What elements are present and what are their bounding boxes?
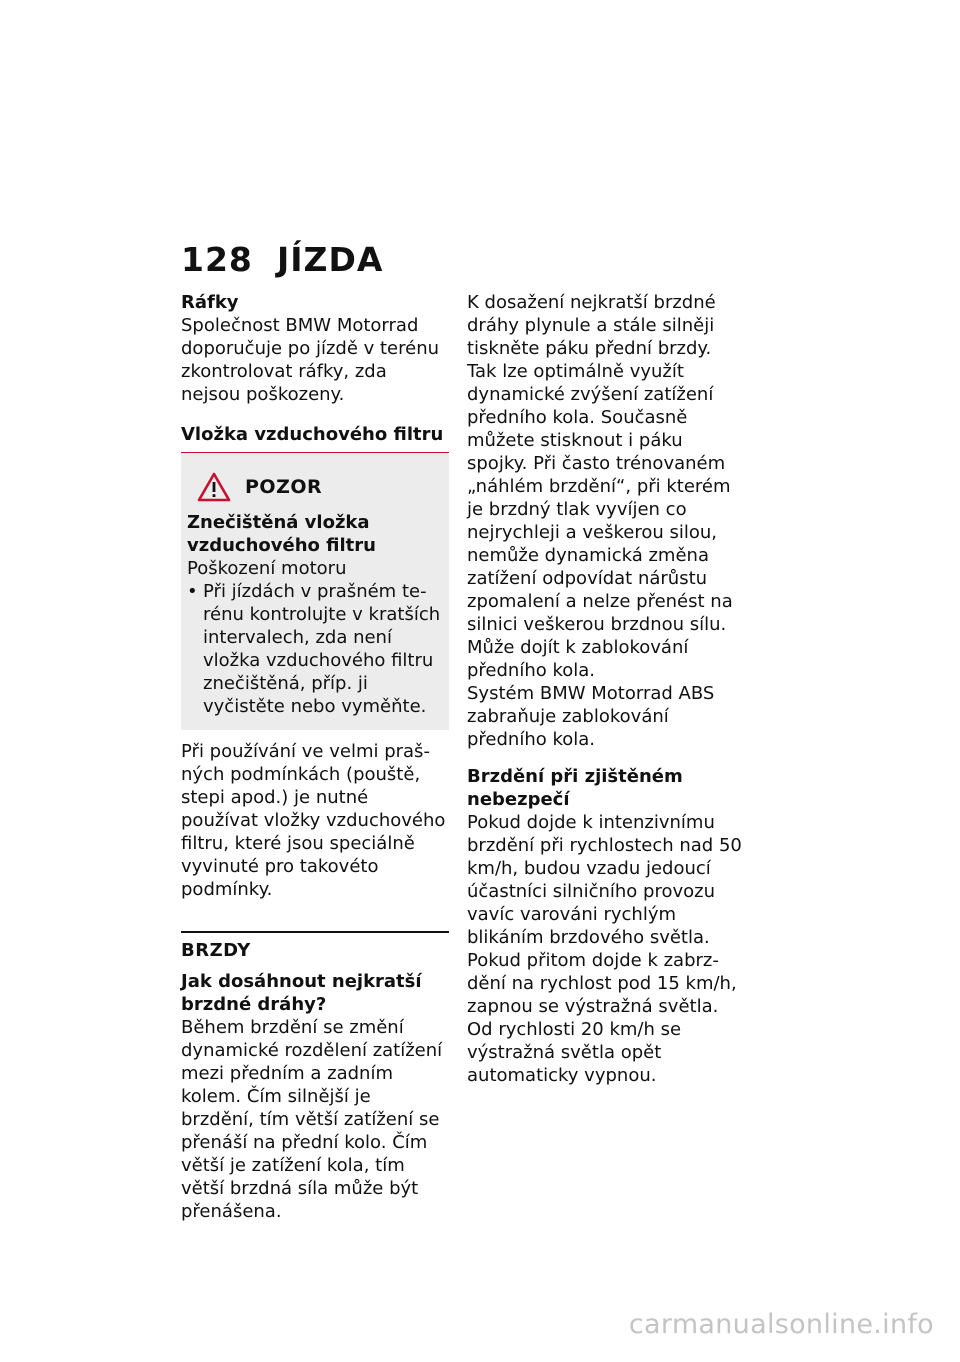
warning-consequence: Poškození motoru (187, 558, 347, 579)
left-column (181, 291, 449, 1223)
warning-title: Znečištěná vložka vzduchového filtru (187, 512, 376, 556)
right-column (467, 291, 742, 1087)
page-number: 128 (181, 240, 253, 279)
dusty-conditions-paragraph: Při používání ve velmi prašných podmínkách (pouště, stepi apod.) je nutné používat vložky vzduchového filtru, které jsou speciálně vyvinuté pro takovéto podmínky. (181, 741, 446, 900)
chapter-title: JÍZDA (277, 240, 384, 279)
abs-paragraph: Systém BMW Motorrad ABS zabraňuje zablokování předního kola. (467, 683, 715, 750)
brake-question-heading: Jak dosáhnout nejkratší brzdné dráhy? (181, 971, 422, 1015)
brake-question-paragraph: Během brzdění se změní dynamické rozdělení zatížení mezi předním a zadním kolem. Čím silnější je brzdění, tím větší zatížení se přenáší na přední kolo. Čím větší je zatížení kola, tím větší brzdná síla může být přenášena. (181, 1017, 443, 1222)
rafky-paragraph: Společnost BMW Motorrad doporučuje po jízdě v terénu zkontrolovat ráfky, zda nejsou poškozeny. (181, 315, 440, 405)
warning-label: POZOR (245, 476, 323, 498)
filter-heading: Vložka vzduchového filtru (181, 424, 444, 445)
warning-box (181, 453, 449, 730)
watermark: carmanualsonline.info (628, 1309, 934, 1340)
braking-paragraph-1: K dosažení nejkratší brzdné dráhy plynule a stále silněji tiskněte páku přední brzdy. Tak lze optimálně využít dynamické zvýšení zatížení předního kola. Současně můžete stisknout i páku spojky. Při často trénovaném „náhlém brzdění“, při kterém je brzdný tlak vyvíjen co nejrychleji a veškerou silou, nemůže dynamická změna zatížení odpovídat nárůstu zpomalení a nelze přenést na silnici veškerou brzdnou sílu. Může dojít k zablokování předního kola. (467, 292, 733, 681)
warning-bullet (187, 580, 441, 718)
warning-header (187, 467, 441, 507)
bullet-icon: • (187, 581, 198, 602)
page-header (181, 240, 383, 279)
section-title-brakes: BRZDY (181, 940, 251, 961)
danger-braking-paragraph-2: Pokud přitom dojde k zabrzdění na rychlost pod 15 km/h, zapnou se výstražná světla. Od rychlosti 20 km/h se výstražná světla opět automaticky vypnou. (467, 950, 737, 1086)
danger-braking-heading: Brzdění při zjištěném nebezpečí (467, 766, 683, 810)
rafky-heading: Ráfky (181, 292, 239, 313)
warning-triangle-icon (197, 472, 231, 502)
section-divider (181, 931, 449, 933)
warning-bullet-text: Při jízdách v prašném terénu kontrolujte v kratších intervalech, zda není vložka vzduchového filtru znečištěná, příp. ji vyčistěte nebo vyměňte. (203, 581, 441, 717)
danger-braking-paragraph-1: Pokud dojde k intenzivnímu brzdění při rychlostech nad 50 km/h, budou vzadu jedoucí účastníci silničního provozu vavíc varováni rychlým blikáním brzdového světla. (467, 812, 742, 948)
